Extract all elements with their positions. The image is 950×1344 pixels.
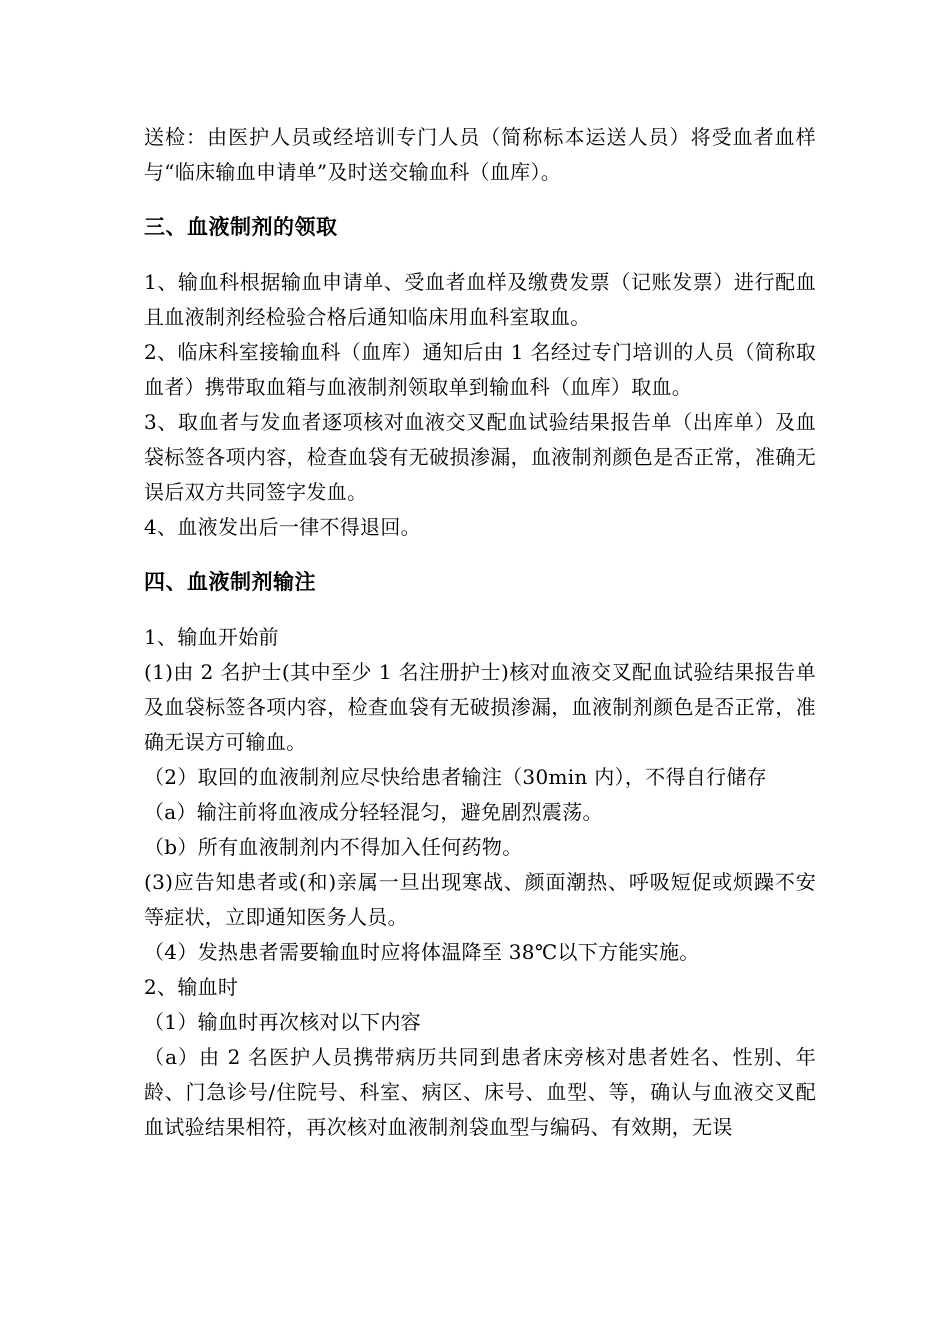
list-item-before-2: （2）取回的血液制剂应尽快给患者输注（30min 内），不得自行储存 xyxy=(144,765,767,789)
paragraph-specimen-delivery: 送检：由医护人员或经培训专门人员（简称标本运送人员）将受血者血样与“临床输血申请单”及时送交输血科（血库）。 xyxy=(144,125,816,184)
subheading-during-transfusion: 2、输血时 xyxy=(144,975,239,999)
list-item-collection-2: 2、临床科室接输血科（血库）通知后由 1 名经过专门培训的人员（简称取血者）携带取血箱与血液制剂领取单到输血科（血库）取血。 xyxy=(144,340,816,399)
list-item-before-3: (3)应告知患者或(和)亲属一旦出现寒战、颜面潮热、呼吸短促或烦躁不安等症状，立即通知医务人员。 xyxy=(144,870,816,929)
list-item-during-1a: （a）由 2 名医护人员携带病历共同到患者床旁核对患者姓名、性别、年龄、门急诊号/住院号、科室、病区、床号、血型、等，确认与血液交叉配血试验结果相符，再次核对血液制剂袋血型与编码、有效期，无误 xyxy=(144,1045,816,1139)
list-item-collection-1: 1、输血科根据输血申请单、受血者血样及缴费发票（记账发票）进行配血且血液制剂经检验合格后通知临床用血科室取血。 xyxy=(144,270,816,329)
section-heading-transfusion: 四、血液制剂输注 xyxy=(144,570,316,594)
list-item-before-1: (1)由 2 名护士(其中至少 1 名注册护士)核对血液交叉配血试验结果报告单及血袋标签各项内容，检查血袋有无破损渗漏，血液制剂颜色是否正常，准确无误方可输血。 xyxy=(144,660,816,754)
document-body xyxy=(144,120,816,1145)
subheading-before-transfusion: 1、输血开始前 xyxy=(144,625,279,649)
section-heading-blood-collection: 三、血液制剂的领取 xyxy=(144,215,338,239)
list-item-collection-3: 3、取血者与发血者逐项核对血液交叉配血试验结果报告单（出库单）及血袋标签各项内容，检查血袋有无破损渗漏，血液制剂颜色是否正常，准确无误后双方共同签字发血。 xyxy=(144,410,816,504)
list-item-before-2a: （a）输注前将血液成分轻轻混匀，避免剧烈震荡。 xyxy=(144,800,603,824)
list-item-collection-4: 4、血液发出后一律不得退回。 xyxy=(144,515,421,539)
list-item-before-2b: （b）所有血液制剂内不得加入任何药物。 xyxy=(144,835,523,859)
list-item-during-1: （1）输血时再次核对以下内容 xyxy=(144,1010,421,1034)
list-item-before-4: （4）发热患者需要输血时应将体温降至 38℃以下方能实施。 xyxy=(144,940,700,964)
